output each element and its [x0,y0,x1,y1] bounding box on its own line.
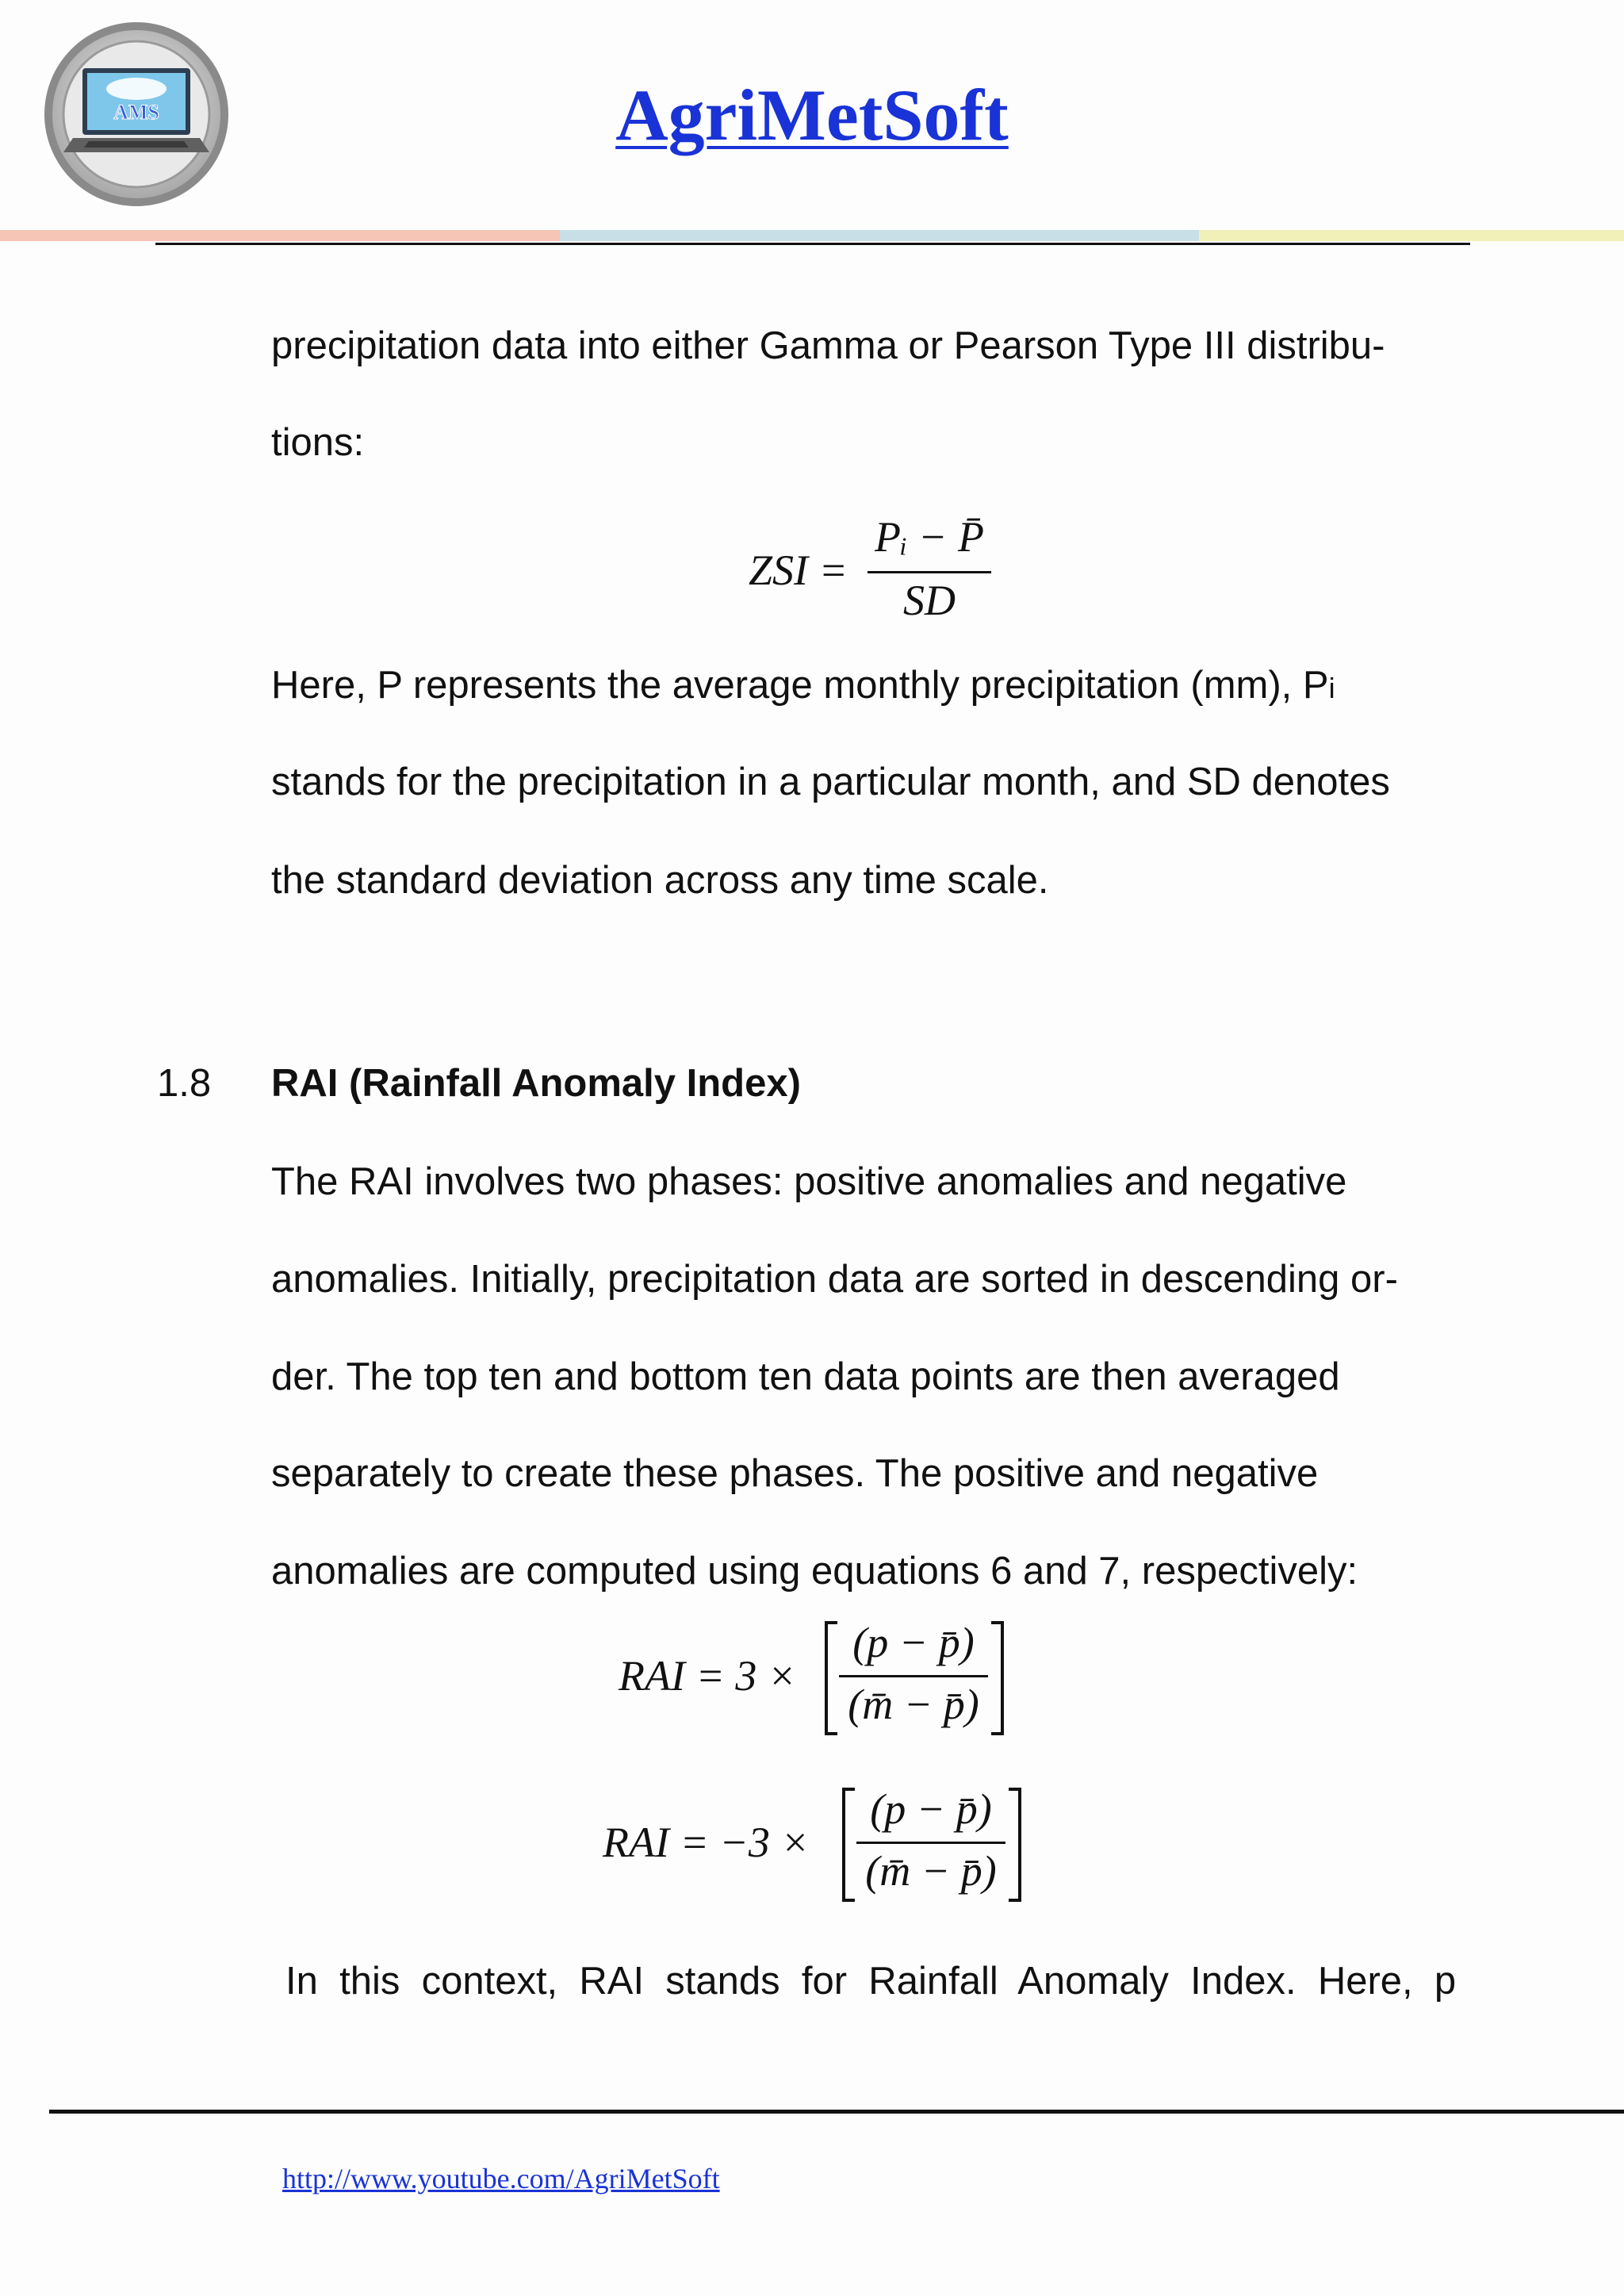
equation-lhs: ZSI = [749,546,848,594]
equation-denominator: (m̄ − p̄) [848,1681,979,1728]
footer-rule [49,2110,1624,2114]
svg-text:AMS: AMS [113,101,159,124]
header-rule [155,243,1470,245]
header-stripe-yellow [1199,230,1624,241]
paragraph-text: Here, P represents the average monthly precipitation (mm), P [271,664,1329,707]
fraction-bar [856,1842,1005,1844]
paragraph-line: precipitation data into either Gamma or Pearson Type III distribu- [271,324,1385,367]
equation-numerator: (p − p̄) [852,1619,975,1666]
equation-numerator: (p − p̄) [870,1785,992,1833]
paragraph-line: tions: [271,421,365,464]
paragraph-line: The RAI involves two phases: positive anomalies and negative [271,1160,1347,1203]
brand-title[interactable]: AgriMetSoft [615,75,1009,155]
fraction-bar [839,1675,988,1677]
right-bracket [1009,1788,1021,1902]
paragraph-line [271,661,1469,712]
equation-numerator: Pᵢ − P̄ [875,513,984,561]
section-title: RAI (Rainfall Anomaly Index) [271,1062,801,1105]
equation-lhs: RAI = −3 × [603,1819,810,1866]
right-bracket [991,1621,1004,1735]
fraction-bar [868,571,991,573]
equation-denominator: SD [903,577,956,624]
paragraph-line: der. The top ten and bottom ten data points are then averaged [271,1355,1340,1398]
header-stripe-pink [0,230,560,241]
paragraph-line: stands for the precipitation in a particular month, and SD denotes [271,761,1390,803]
paragraph-line: separately to create these phases. The positive and negative [271,1452,1319,1495]
paragraph-line: anomalies are computed using equations 6 and 7, respectively: [271,1550,1358,1593]
equation-lhs: RAI = 3 × [619,1652,797,1700]
paragraph-line: the standard deviation across any time scale. [271,859,1049,902]
header-stripe-blue [560,230,1199,241]
paragraph-line: In this context, RAI stands for Rainfall Anomaly Index. Here, p [285,1960,1457,2003]
subscript: i [1328,672,1335,704]
section-number: 1.8 [157,1062,212,1105]
youtube-link[interactable]: http://www.youtube.com/AgriMetSoft [282,2163,720,2194]
paragraph-line: anomalies. Initially, precipitation data are sorted in descending or- [271,1258,1398,1301]
equation-denominator: (m̄ − p̄) [865,1847,997,1895]
